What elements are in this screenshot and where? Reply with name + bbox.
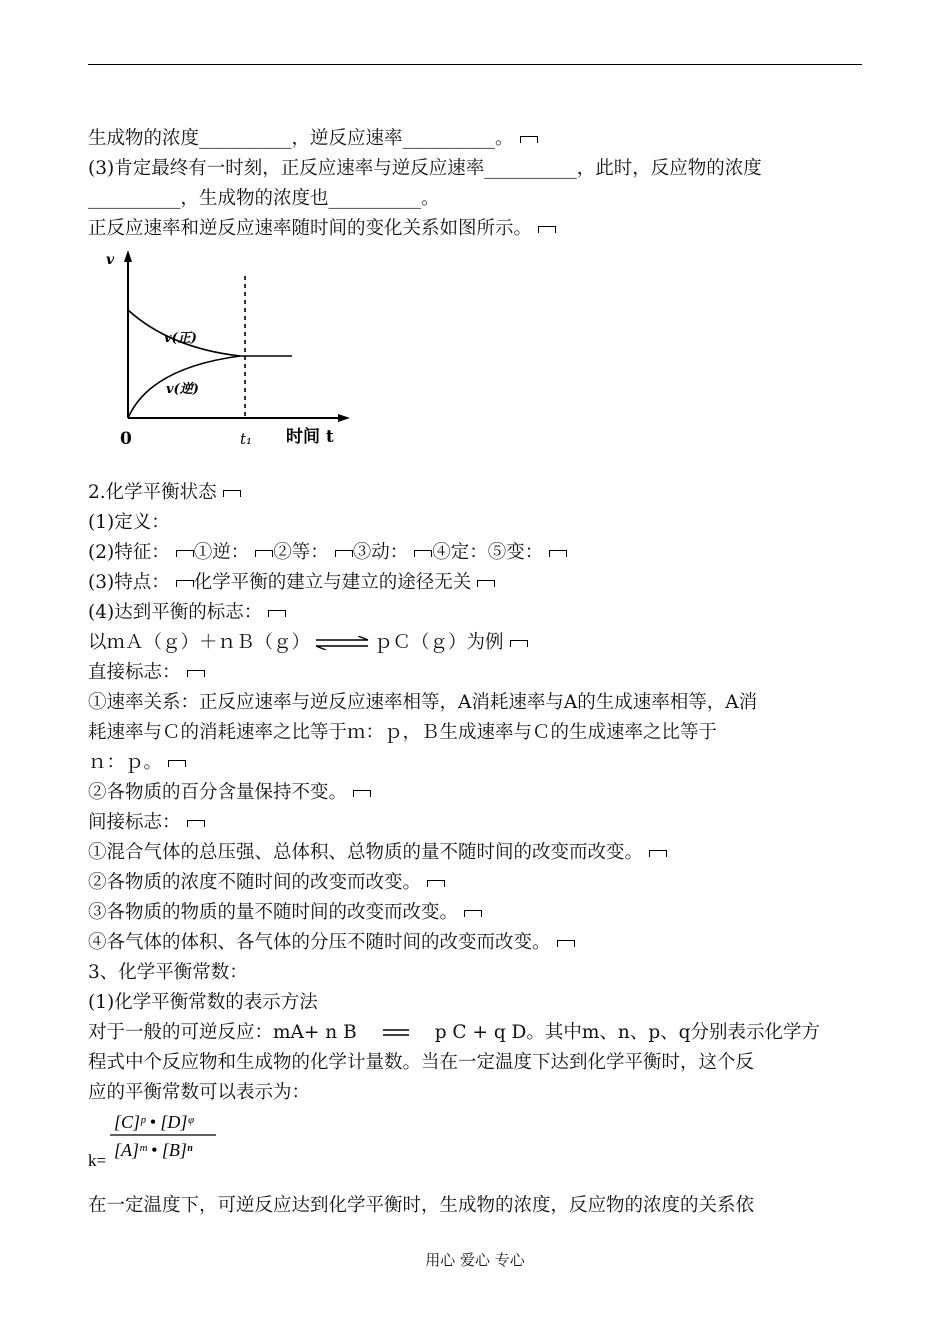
origin-label: 0 <box>120 429 132 448</box>
text-line: ①混合气体的总压强、总体积、总物质的量不随时间的改变而改变。 <box>88 838 868 868</box>
text-line: 以ｍＡ（ｇ）＋ｎＢ（ｇ） ｐＣ（ｇ）为例 <box>88 628 868 658</box>
text-line: 间接标志： <box>88 808 868 838</box>
page-footer: 用心 爱心 专心 <box>425 1251 525 1269</box>
text-line: 耗速率与Ｃ的消耗速率之比等于ｍ：ｐ，Ｂ生成速率与Ｃ的生成速率之比等于 <box>88 722 718 743</box>
text-line: (3)肯定最终有一时刻，正反应速率与逆反应速率__________，此时，反应物的浓度 <box>88 158 762 179</box>
t1-label: t₁ <box>240 430 253 448</box>
text-line: ③各物质的物质的量不随时间的改变而改变。 <box>88 898 868 928</box>
formula-numerator: [C]ᵖ • [D]ᵠ <box>114 1112 193 1132</box>
forward-rate-label: v(正) <box>164 331 197 346</box>
text-line: 3、化学平衡常数： <box>88 962 248 983</box>
text-line: ④各气体的体积、各气体的分压不随时间的改变而改变。 <box>88 928 868 958</box>
rate-time-graph <box>100 248 360 448</box>
x-axis-label: 时间 t <box>286 427 334 447</box>
text-line: 程式中个反应物和生成物的化学计量数。当在一定温度下达到化学平衡时，这个反 <box>88 1052 755 1073</box>
text-line: __________，生成物的浓度也__________。 <box>88 188 440 209</box>
y-axis-label: v <box>106 252 115 268</box>
text-line: 正反应速率和逆反应速率随时间的变化关系如图所示。 <box>88 214 868 244</box>
equilibrium-constant-formula <box>88 1100 288 1170</box>
text-line: 直接标志： <box>88 658 868 688</box>
text-line: 对于一般的可逆反应：mA+ n B p C + q D。其中m、n、p、q分别表示化学方 <box>88 1022 821 1043</box>
text-line: ②各物质的浓度不随时间的改变而改变。 <box>88 868 868 898</box>
text-line: 生成物的浓度__________，逆反应速率__________。 <box>88 124 868 154</box>
text-line: (3)特点： 化学平衡的建立与建立的途径无关 <box>88 568 868 598</box>
text-line: (1)化学平衡常数的表示方法 <box>88 992 318 1013</box>
text-line: ｎ：ｐ。 <box>88 748 868 778</box>
formula-denominator: [A]ᵐ • [B]ⁿ <box>114 1140 193 1160</box>
equilibrium-arrow-icon <box>314 636 370 650</box>
text-line: (2)特征： ①逆： ②等： ③动： ④定：⑤变： <box>88 538 868 568</box>
equilibrium-arrow-icon <box>361 1026 431 1040</box>
text-line: ②各物质的百分含量保持不变。 <box>88 778 868 808</box>
text-line: 在一定温度下，可逆反应达到化学平衡时，生成物的浓度，反应物的浓度的关系依 <box>88 1195 755 1216</box>
text-line: 应的平衡常数可以表示为： <box>88 1082 311 1103</box>
text-line: 2.化学平衡状态 <box>88 478 868 508</box>
header-rule <box>88 64 862 65</box>
reverse-rate-label: v(逆) <box>166 382 199 397</box>
formula-k-label: k= <box>88 1151 107 1170</box>
text-line: (1)定义： <box>88 512 170 533</box>
text-line: (4)达到平衡的标志： <box>88 598 868 628</box>
text-line: ①速率关系：正反应速率与逆反应速率相等，A消耗速率与A的生成速率相等，A消 <box>88 692 758 713</box>
